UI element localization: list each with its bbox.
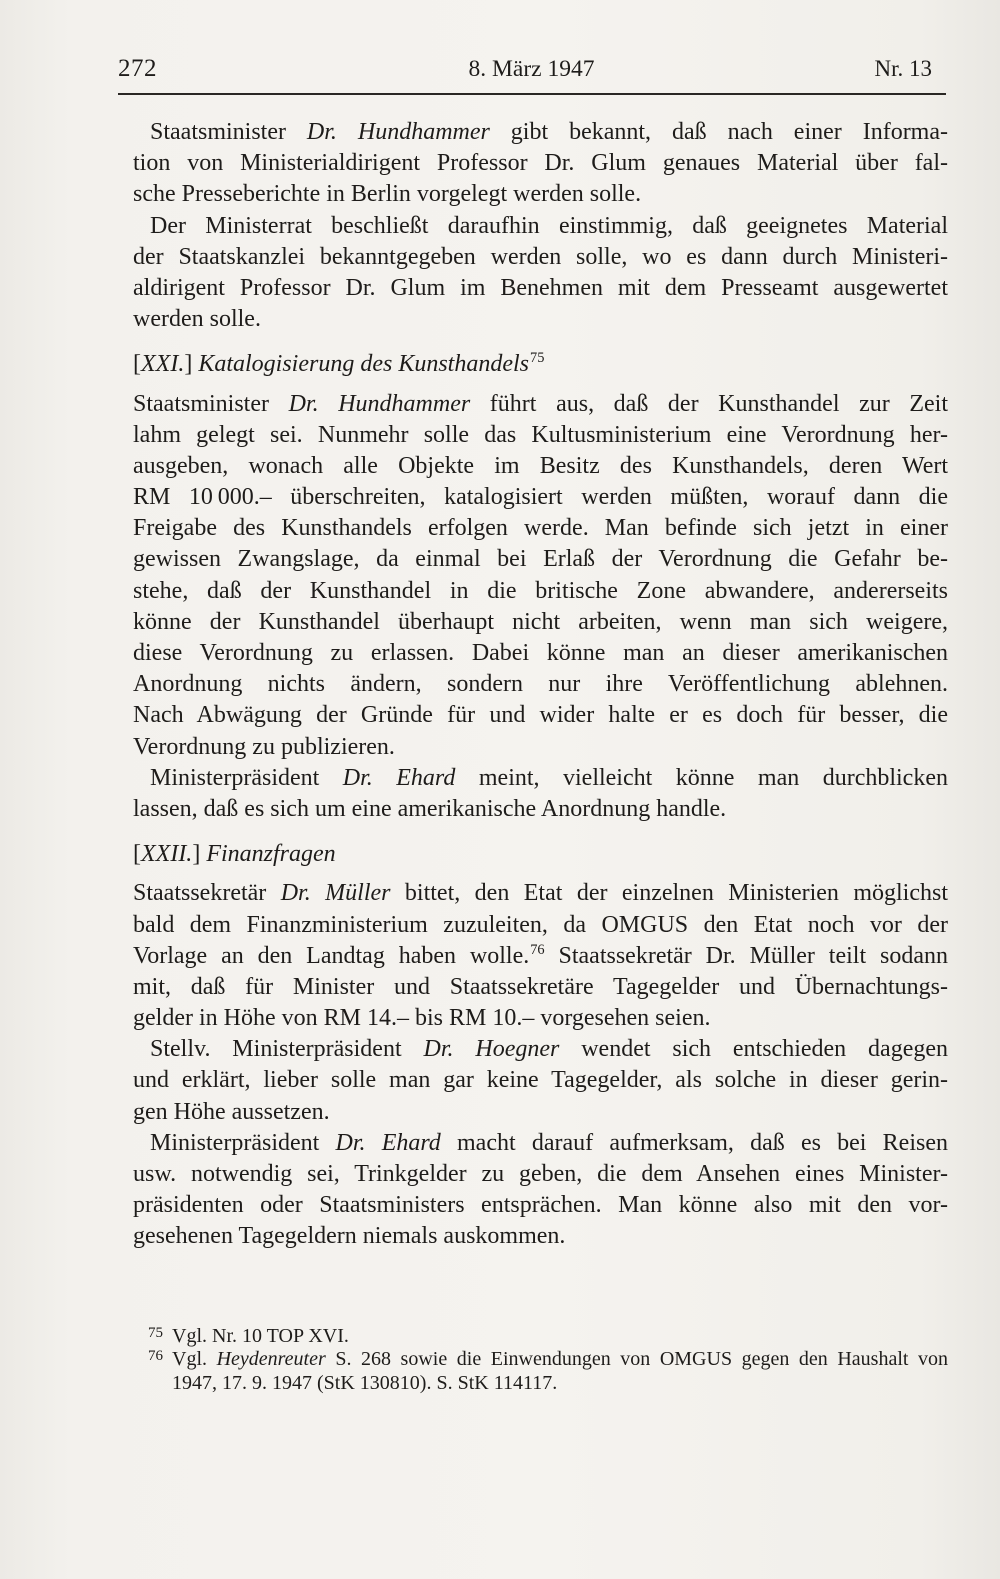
text-run: gewissen Zwangslage, da einmal bei Erlaß der Verordnung die Gefahr be- xyxy=(133,546,948,573)
text-run: Staatssekretär Dr. Müller teilt sodann xyxy=(544,942,949,969)
text-run: führt aus, daß der Kunsthandel zur Zeit xyxy=(470,390,949,417)
footnote-line xyxy=(172,1372,948,1395)
text-line xyxy=(133,389,948,420)
text-run: meint, vielleicht könne man durchblicken xyxy=(455,764,948,791)
agenda-section xyxy=(133,839,948,1252)
text-line xyxy=(133,669,948,700)
text-run: ] xyxy=(184,351,199,378)
text-run: usw. notwendig sei, Trinkgelder zu geben, die dem Ansehen eines Minister- xyxy=(133,1161,948,1187)
body-text xyxy=(133,117,948,1253)
text-run: Staatsminister xyxy=(150,119,307,145)
paragraph xyxy=(133,117,948,211)
text-run: RM 10 000.– überschreiten, katalogisiert werden müßten, worauf dann die xyxy=(133,484,948,511)
paragraph xyxy=(133,1034,948,1128)
text-line xyxy=(133,910,948,941)
text-line xyxy=(133,1190,948,1221)
text-run: stehe, daß der Kunsthandel in die britische Zone abwandere, andererseits xyxy=(133,577,948,604)
text-run: [ xyxy=(133,841,141,868)
text-line xyxy=(133,420,948,451)
text-line xyxy=(133,242,948,273)
text-line xyxy=(133,1221,948,1252)
text-run: Der Ministerrat beschließt daraufhin einstimmig, daß geeignetes Material xyxy=(150,212,948,239)
text-line xyxy=(133,1065,948,1096)
text-line xyxy=(133,1034,948,1065)
text-line xyxy=(133,273,948,304)
emphasis-text: Dr. Hundhammer xyxy=(288,390,471,417)
intro-paragraphs xyxy=(133,117,948,335)
text-line xyxy=(133,607,948,638)
text-run: Staatsminister xyxy=(133,390,289,417)
text-line xyxy=(133,1003,948,1034)
section-heading xyxy=(133,839,948,870)
text-run: lahm gelegt sei. Nunmehr solle das Kultusministerium eine Verordnung her- xyxy=(133,421,948,448)
text-run: mit, daß für Minister und Staatssekretäre Tagegelder und Übernachtungs- xyxy=(133,973,948,1000)
section-heading xyxy=(133,349,948,380)
text-run: Verordnung zu publizieren. xyxy=(133,733,395,760)
text-run: [ xyxy=(133,351,141,378)
text-run: tion von Ministerialdirigent Professor Dr. Glum genaues Material über fal- xyxy=(133,150,948,177)
emphasis-text: Dr. Müller xyxy=(280,880,391,907)
emphasis-text: XXII. xyxy=(141,841,193,868)
paragraph xyxy=(133,211,948,336)
text-line xyxy=(133,211,948,242)
text-run: gesehenen Tagegeldern niemals auskommen. xyxy=(133,1223,566,1250)
paragraph xyxy=(133,878,948,1034)
footnotes xyxy=(148,1325,949,1395)
emphasis-text: Heydenreuter xyxy=(216,1348,326,1371)
text-run: ] xyxy=(192,841,207,868)
text-line xyxy=(133,148,948,179)
footnote-line xyxy=(172,1325,948,1348)
text-line xyxy=(133,972,948,1003)
text-run: gibt bekannt, daß nach einer Informa- xyxy=(489,119,948,145)
footnote-number: 75 xyxy=(148,1325,163,1341)
footnote-reference: 75 xyxy=(530,350,545,367)
text-line xyxy=(133,1097,948,1128)
text-run: könne der Kunsthandel überhaupt nicht arbeiten, wenn man sich weigere, xyxy=(133,608,948,635)
emphasis-text: Katalogisierung des Kunsthandels xyxy=(198,351,529,378)
text-run: macht darauf aufmerksam, daß es bei Reisen xyxy=(440,1129,948,1156)
running-head-date: 8. März 1947 xyxy=(468,56,595,82)
text-line xyxy=(133,513,948,544)
text-line xyxy=(133,941,948,972)
footnote xyxy=(148,1348,949,1395)
text-line xyxy=(133,732,948,763)
emphasis-text: Finanzfragen xyxy=(206,841,336,868)
text-run: Stellv. Ministerpräsident xyxy=(150,1036,424,1063)
footnote-reference: 76 xyxy=(530,941,545,958)
text-line xyxy=(133,1128,948,1159)
text-run: wendet sich entschieden dagegen xyxy=(559,1036,948,1063)
text-run: Ministerpräsident xyxy=(150,764,343,791)
text-run: präsidenten oder Staatsministers entsprächen. Man könne also mit den vor- xyxy=(133,1192,948,1219)
page-number: 272 xyxy=(118,55,157,82)
text-run: 1947, 17. 9. 1947 (StK 130810). S. StK 114117. xyxy=(172,1371,558,1394)
text-run: ausgeben, wonach alle Objekte im Besitz des Kunsthandels, deren Wert xyxy=(133,452,948,479)
footnote-line xyxy=(172,1348,948,1371)
paragraph xyxy=(133,389,948,763)
text-line xyxy=(133,117,948,148)
emphasis-text: Dr. Hundhammer xyxy=(306,119,490,145)
text-line xyxy=(133,544,948,575)
text-run: sche Presseberichte in Berlin vorgelegt werden solle. xyxy=(133,181,642,208)
text-run: Anordnung nichts ändern, sondern nur ihre Veröffentlichung ablehnen. xyxy=(133,671,948,698)
text-run: gen Höhe aussetzen. xyxy=(133,1098,330,1125)
text-line xyxy=(133,878,948,909)
text-line xyxy=(133,1159,948,1190)
text-run: Vorlage an den Landtag haben wolle. xyxy=(133,942,530,969)
emphasis-text: Dr. Ehard xyxy=(335,1129,441,1156)
text-run: und erklärt, lieber solle man gar keine Tagegelder, als solche in dieser gerin- xyxy=(133,1067,948,1094)
emphasis-text: XXI. xyxy=(141,351,185,378)
emphasis-text: Dr. Hoegner xyxy=(423,1036,560,1063)
footnote xyxy=(148,1325,948,1348)
text-run: Freigabe des Kunsthandels erfolgen werde. Man befinde sich jetzt in einer xyxy=(133,515,948,542)
footnote-number: 76 xyxy=(148,1348,163,1365)
emphasis-text: Dr. Ehard xyxy=(342,764,456,791)
agenda-section xyxy=(133,349,948,825)
text-run: werden solle. xyxy=(133,306,261,333)
text-run: Staatssekretär xyxy=(133,880,281,907)
text-run: diese Verordnung zu erlassen. Dabei könne man an dieser amerikanischen xyxy=(133,640,948,666)
text-run: Ministerpräsident xyxy=(150,1129,336,1156)
text-run: der Staatskanzlei bekanntgegeben werden solle, wo es dann durch Ministeri- xyxy=(133,243,948,270)
text-run: Vgl. xyxy=(172,1348,217,1371)
text-line xyxy=(133,794,948,825)
text-line xyxy=(133,482,948,513)
text-run: bald dem Finanzministerium zuzuleiten, da OMGUS den Etat noch vor der xyxy=(133,911,948,938)
text-line xyxy=(133,304,948,335)
document-number: Nr. 13 xyxy=(874,56,932,81)
running-head xyxy=(118,52,945,88)
paragraph xyxy=(133,763,948,825)
text-line xyxy=(133,638,948,669)
text-run: Nach Abwägung der Gründe für und wider halte er es doch für besser, die xyxy=(133,702,948,729)
text-run: S. 268 sowie die Einwendungen von OMGUS gegen den Haushalt von xyxy=(325,1348,949,1371)
text-line xyxy=(133,700,948,731)
text-run: bittet, den Etat der einzelnen Ministerien möglichst xyxy=(390,880,949,907)
text-run: Vgl. Nr. 10 TOP XVI. xyxy=(172,1325,349,1347)
text-run: aldirigent Professor Dr. Glum im Benehmen mit dem Presseamt ausgewertet xyxy=(133,274,948,301)
text-line xyxy=(133,576,948,607)
text-line xyxy=(133,179,948,210)
paragraph xyxy=(133,1128,948,1253)
text-line xyxy=(133,451,948,482)
text-run: gelder in Höhe von RM 14.– bis RM 10.– vorgesehen seien. xyxy=(133,1005,711,1032)
text-line xyxy=(133,763,948,794)
text-run: lassen, daß es sich um eine amerikanische Anordnung handle. xyxy=(133,795,727,822)
header-rule xyxy=(118,93,946,95)
